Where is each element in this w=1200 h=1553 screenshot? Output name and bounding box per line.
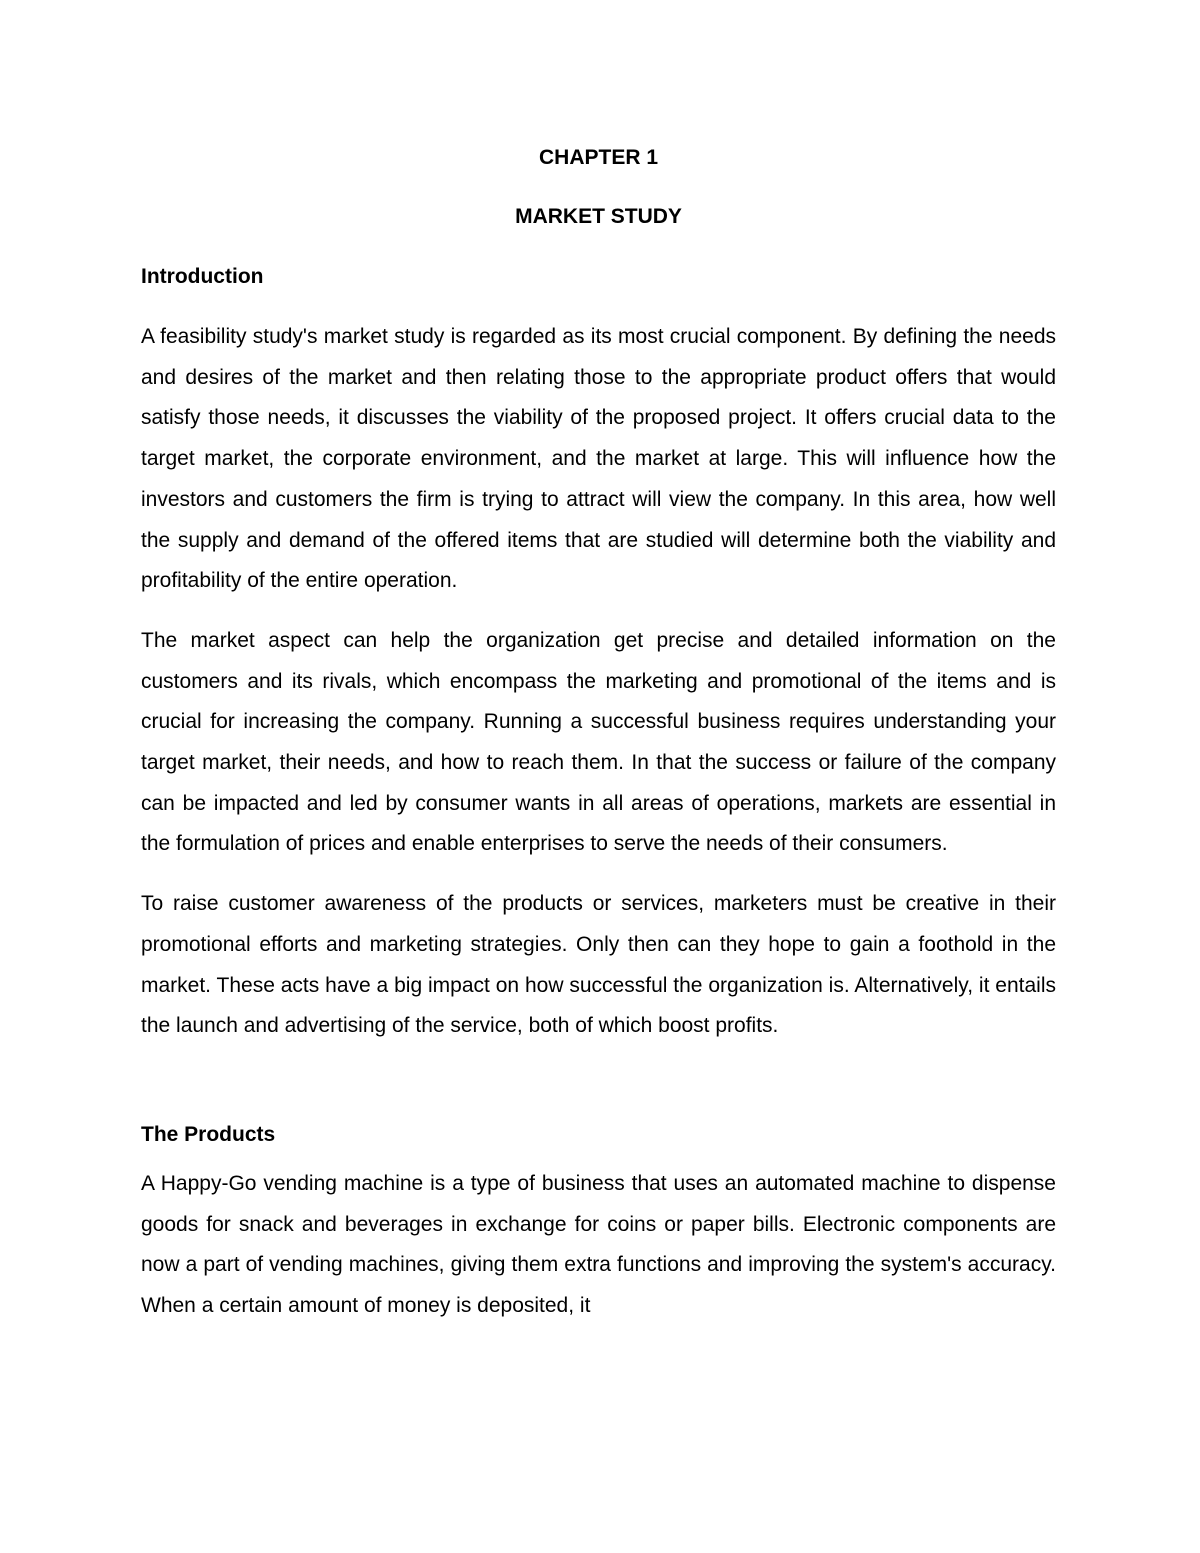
chapter-label: CHAPTER 1 <box>538 146 659 169</box>
section-heading-products: The Products <box>141 1122 276 1146</box>
paragraph: The market aspect can help the organization get precise and detailed information on the customers and its rivals, which encompass the marketing and promotional of the items and is crucial for increasing the company. Running a successful business requires understanding your target market, their needs, and how to reach them. In that the success or failure of the company can be impacted and led by consumer wants in all areas of operations, markets are essential in the formulation of prices and enable enterprises to serve the needs of their consumers. <box>141 628 1056 856</box>
page-content <box>141 138 1056 1346</box>
paragraph: To raise customer awareness of the products or services, marketers must be creative in their promotional efforts and marketing strategies. Only then can they hope to gain a foothold in the market. These acts have a big impact on how successful the organization is. Alternatively, it entails the launch and advertising of the service, both of which boost profits. <box>141 892 1056 1038</box>
section-heading-introduction: Introduction <box>141 265 264 288</box>
chapter-title: MARKET STUDY <box>515 205 682 228</box>
paragraph: A feasibility study's market study is regarded as its most crucial component. By defining the needs and desires of the market and then relating those to the appropriate product offers that would satisfy those needs, it discusses the viability of the proposed project. It offers crucial data to the target market, the corporate environment, and the market at large. This will influence how the investors and customers the firm is trying to attract will view the company. In this area, how well the supply and demand of the offered items that are studied will determine both the viability and profitability of the entire operation. <box>141 325 1056 593</box>
paragraph: A Happy-Go vending machine is a type of business that uses an automated machine to dispense goods for snack and beverages in exchange for coins or paper bills. Electronic components are now a part of vending machines, giving them extra functions and improving the system's accuracy. When a certain amount of money is deposited, it <box>141 1171 1056 1318</box>
blank-line <box>141 1066 1056 1115</box>
